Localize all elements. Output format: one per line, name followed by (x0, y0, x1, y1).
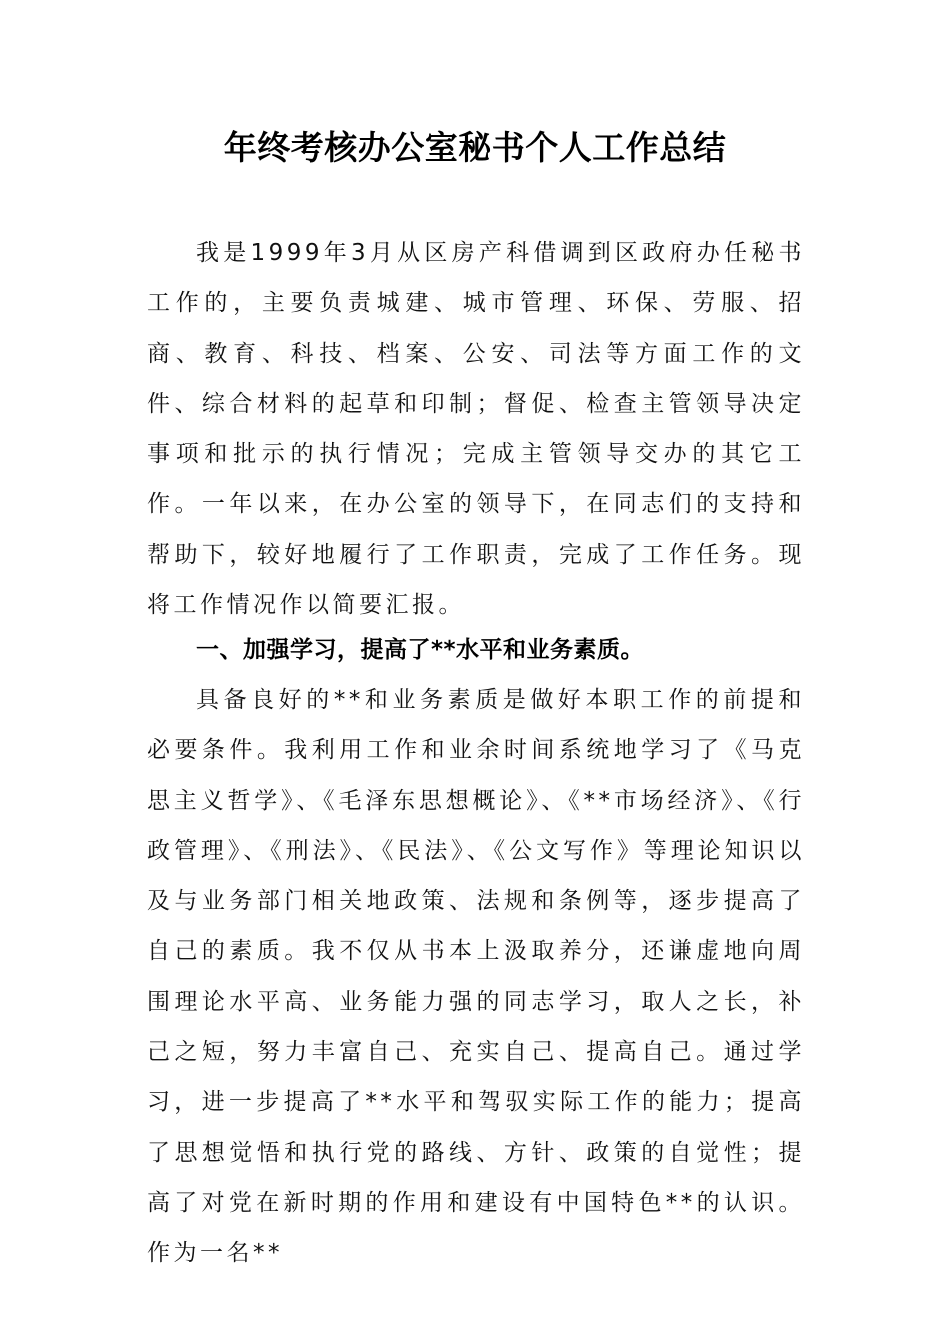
intro-paragraph: 我是1999年3月从区房产科借调到区政府办任秘书工作的，主要负责城建、城市管理、环保、劳服、招商、教育、科技、档案、公安、司法等方面工作的文件、综合材料的起草和印制；督促、检查主管领导决定事项和批示的执行情况；完成主管领导交办的其它工作。一年以来，在办公室的领导下，在同志们的支持和帮助下，较好地履行了工作职责，完成了工作任务。现将工作情况作以简要汇报。 (147, 240, 805, 619)
document-title: 年终考核办公室秘书个人工作总结 (223, 128, 727, 167)
section-heading: 一、加强学习，提高了**水平和业务素质。 (196, 637, 645, 663)
study-paragraph: 具备良好的**和业务素质是做好本职工作的前提和必要条件。我利用工作和业余时间系统地学习了《马克思主义哲学》、《毛泽东思想概论》、《**市场经济》、《行政管理》、《刑法》、《民法》、《公文写作》等理论知识以及与业务部门相关地政策、法规和条例等，逐步提高了自己的素质。我不仅从书本上汲取养分，还谦虚地向周围理论水平高、业务能力强的同志学习，取人之长，补己之短，努力丰富自己、充实自己、提高自己。通过学习，进一步提高了**水平和驾驭实际工作的能力；提高了思想觉悟和执行党的路线、方针、政策的自觉性；提高了对党在新时期的作用和建设有中国特色**的认识。作为一名** (147, 687, 805, 1267)
